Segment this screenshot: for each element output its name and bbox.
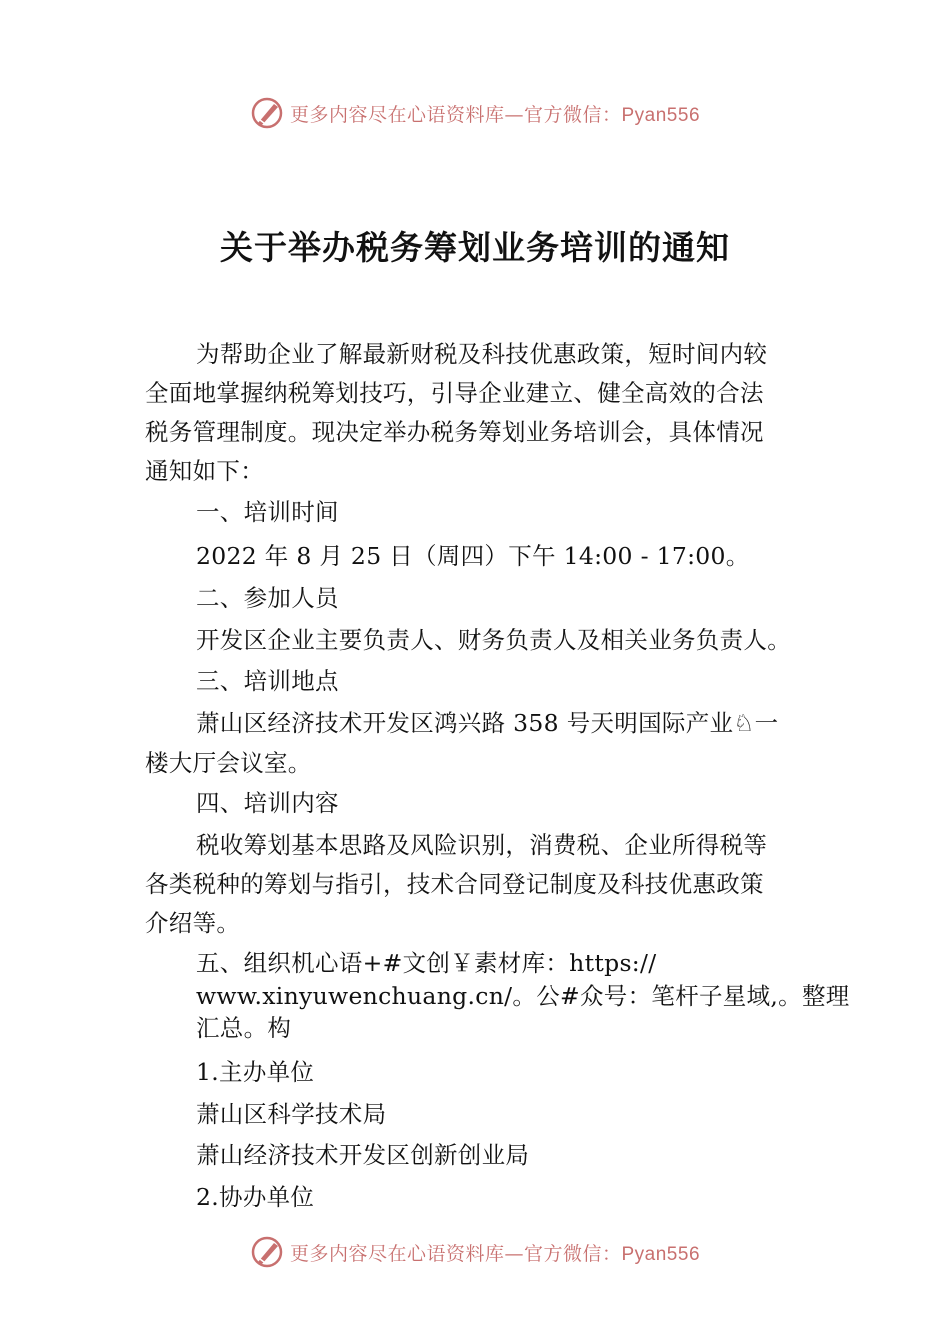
host-unit-2: 萧山经济技术开发区创新创业局 xyxy=(196,1141,530,1169)
pen-logo-icon xyxy=(250,96,284,130)
section4-line-2: 各类税种的筹划与指引，技术合同登记制度及科技优惠政策 xyxy=(145,870,764,898)
section5-line-1: 五、组织机心语+#文创￥素材库：https:// xyxy=(196,949,657,977)
section1-text: 2022 年 8 月 25 日（周四）下午 14:00 - 17:00。 xyxy=(196,542,750,570)
section3-line-1: 萧山区经济技术开发区鸿兴路 358 号天明国际产业♘一 xyxy=(196,709,779,737)
footer-banner xyxy=(0,1232,950,1272)
section4-line-3: 介绍等。 xyxy=(145,909,241,937)
section4-heading: 四、培训内容 xyxy=(196,789,339,817)
co-host-heading: 2.协办单位 xyxy=(196,1183,315,1211)
section3-heading: 三、培训地点 xyxy=(196,667,339,695)
host-heading: 1.主办单位 xyxy=(196,1058,315,1086)
section2-heading: 二、参加人员 xyxy=(196,584,339,612)
banner-wechat-id: Pyan556 xyxy=(621,104,701,126)
banner-text xyxy=(290,1239,700,1266)
banner-label: 更多内容尽在心语资料库—官方微信： xyxy=(289,103,622,126)
banner-wechat-id: Pyan556 xyxy=(621,1243,701,1265)
section3-line-2: 楼大厅会议室。 xyxy=(145,749,312,777)
pen-logo-icon xyxy=(250,1235,284,1269)
section1-heading: 一、培训时间 xyxy=(196,498,339,526)
document-title: 关于举办税务筹划业务培训的通知 xyxy=(220,228,730,267)
banner-text xyxy=(290,100,700,127)
section5-line-2: www.xinyuwenchuang.cn/。公#众号：笔杆子星域,。整理 xyxy=(196,982,850,1010)
intro-line-4: 通知如下： xyxy=(145,457,264,485)
section4-line-1: 税收筹划基本思路及风险识别，消费税、企业所得税等 xyxy=(196,831,768,859)
banner-label: 更多内容尽在心语资料库—官方微信： xyxy=(289,1242,622,1265)
header-banner xyxy=(0,93,950,133)
intro-line-3: 税务管理制度。现决定举办税务筹划业务培训会，具体情况 xyxy=(145,418,764,446)
host-unit-1: 萧山区科学技术局 xyxy=(196,1100,387,1128)
intro-line-2: 全面地掌握纳税筹划技巧，引导企业建立、健全高效的合法 xyxy=(145,379,764,407)
section5-line-3: 汇总。构 xyxy=(196,1014,292,1042)
section2-text: 开发区企业主要负责人、财务负责人及相关业务负责人。 xyxy=(196,626,791,654)
intro-line-1: 为帮助企业了解最新财税及科技优惠政策，短时间内较 xyxy=(196,340,768,368)
